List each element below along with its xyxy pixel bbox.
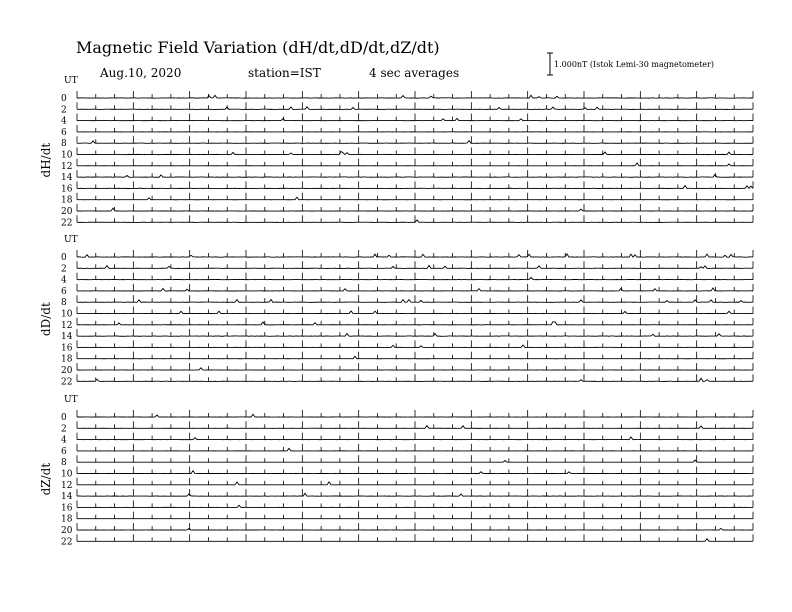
row-hour-label: 20 [61, 526, 73, 536]
row-hour-label: 10 [61, 150, 73, 161]
row-hour-label: 12 [61, 161, 73, 172]
row-hour-label: 6 [61, 446, 67, 457]
row-hour-label: 4 [61, 275, 67, 286]
panel-ylabel: dZ/dt [39, 462, 53, 496]
row-hour-label: 4 [61, 435, 67, 446]
row-hour-label: 8 [61, 298, 67, 309]
row-hour-label: 22 [61, 218, 73, 229]
row-hour-label: 22 [61, 377, 73, 388]
row-hour-label: 0 [61, 94, 67, 104]
row-hour-label: 12 [61, 320, 73, 331]
scale-bar-label: 1.000nT (Istok Lemi-30 magnetometer) [554, 60, 714, 69]
averaging-label: 4 sec averages [369, 66, 460, 80]
row-hour-label: 22 [61, 537, 73, 548]
row-hour-label: 20 [61, 366, 73, 376]
row-hour-label: 16 [61, 503, 73, 514]
date-label: Aug.10, 2020 [100, 66, 182, 80]
station-label: station=IST [248, 66, 321, 80]
row-hour-label: 2 [61, 264, 67, 275]
row-hour-label: 18 [61, 514, 73, 525]
ut-axis-label: UT [64, 395, 78, 405]
row-hour-label: 18 [61, 195, 73, 206]
panel-ylabel: dH/dt [39, 142, 53, 178]
row-hour-label: 20 [61, 207, 73, 217]
chart-title: Magnetic Field Variation (dH/dt,dD/dt,dZ/dt) [76, 38, 440, 57]
row-hour-label: 16 [61, 343, 73, 354]
ut-axis-label: UT [64, 76, 78, 86]
row-hour-label: 14 [61, 332, 73, 343]
row-hour-label: 14 [61, 173, 73, 184]
row-hour-label: 16 [61, 184, 73, 195]
row-hour-label: 2 [61, 424, 67, 435]
row-hour-label: 8 [61, 458, 67, 469]
row-hour-label: 10 [61, 469, 73, 480]
row-hour-label: 6 [61, 286, 67, 297]
row-hour-label: 0 [61, 413, 67, 423]
row-hour-label: 2 [61, 105, 67, 116]
panel-ylabel: dD/dt [39, 302, 53, 337]
row-hour-label: 4 [61, 116, 67, 127]
row-hour-label: 12 [61, 480, 73, 491]
row-hour-label: 6 [61, 127, 67, 138]
row-hour-label: 10 [61, 309, 73, 320]
row-hour-label: 14 [61, 492, 73, 503]
row-hour-label: 18 [61, 354, 73, 365]
ut-axis-label: UT [64, 235, 78, 245]
row-hour-label: 8 [61, 139, 67, 150]
row-hour-label: 0 [61, 253, 67, 263]
